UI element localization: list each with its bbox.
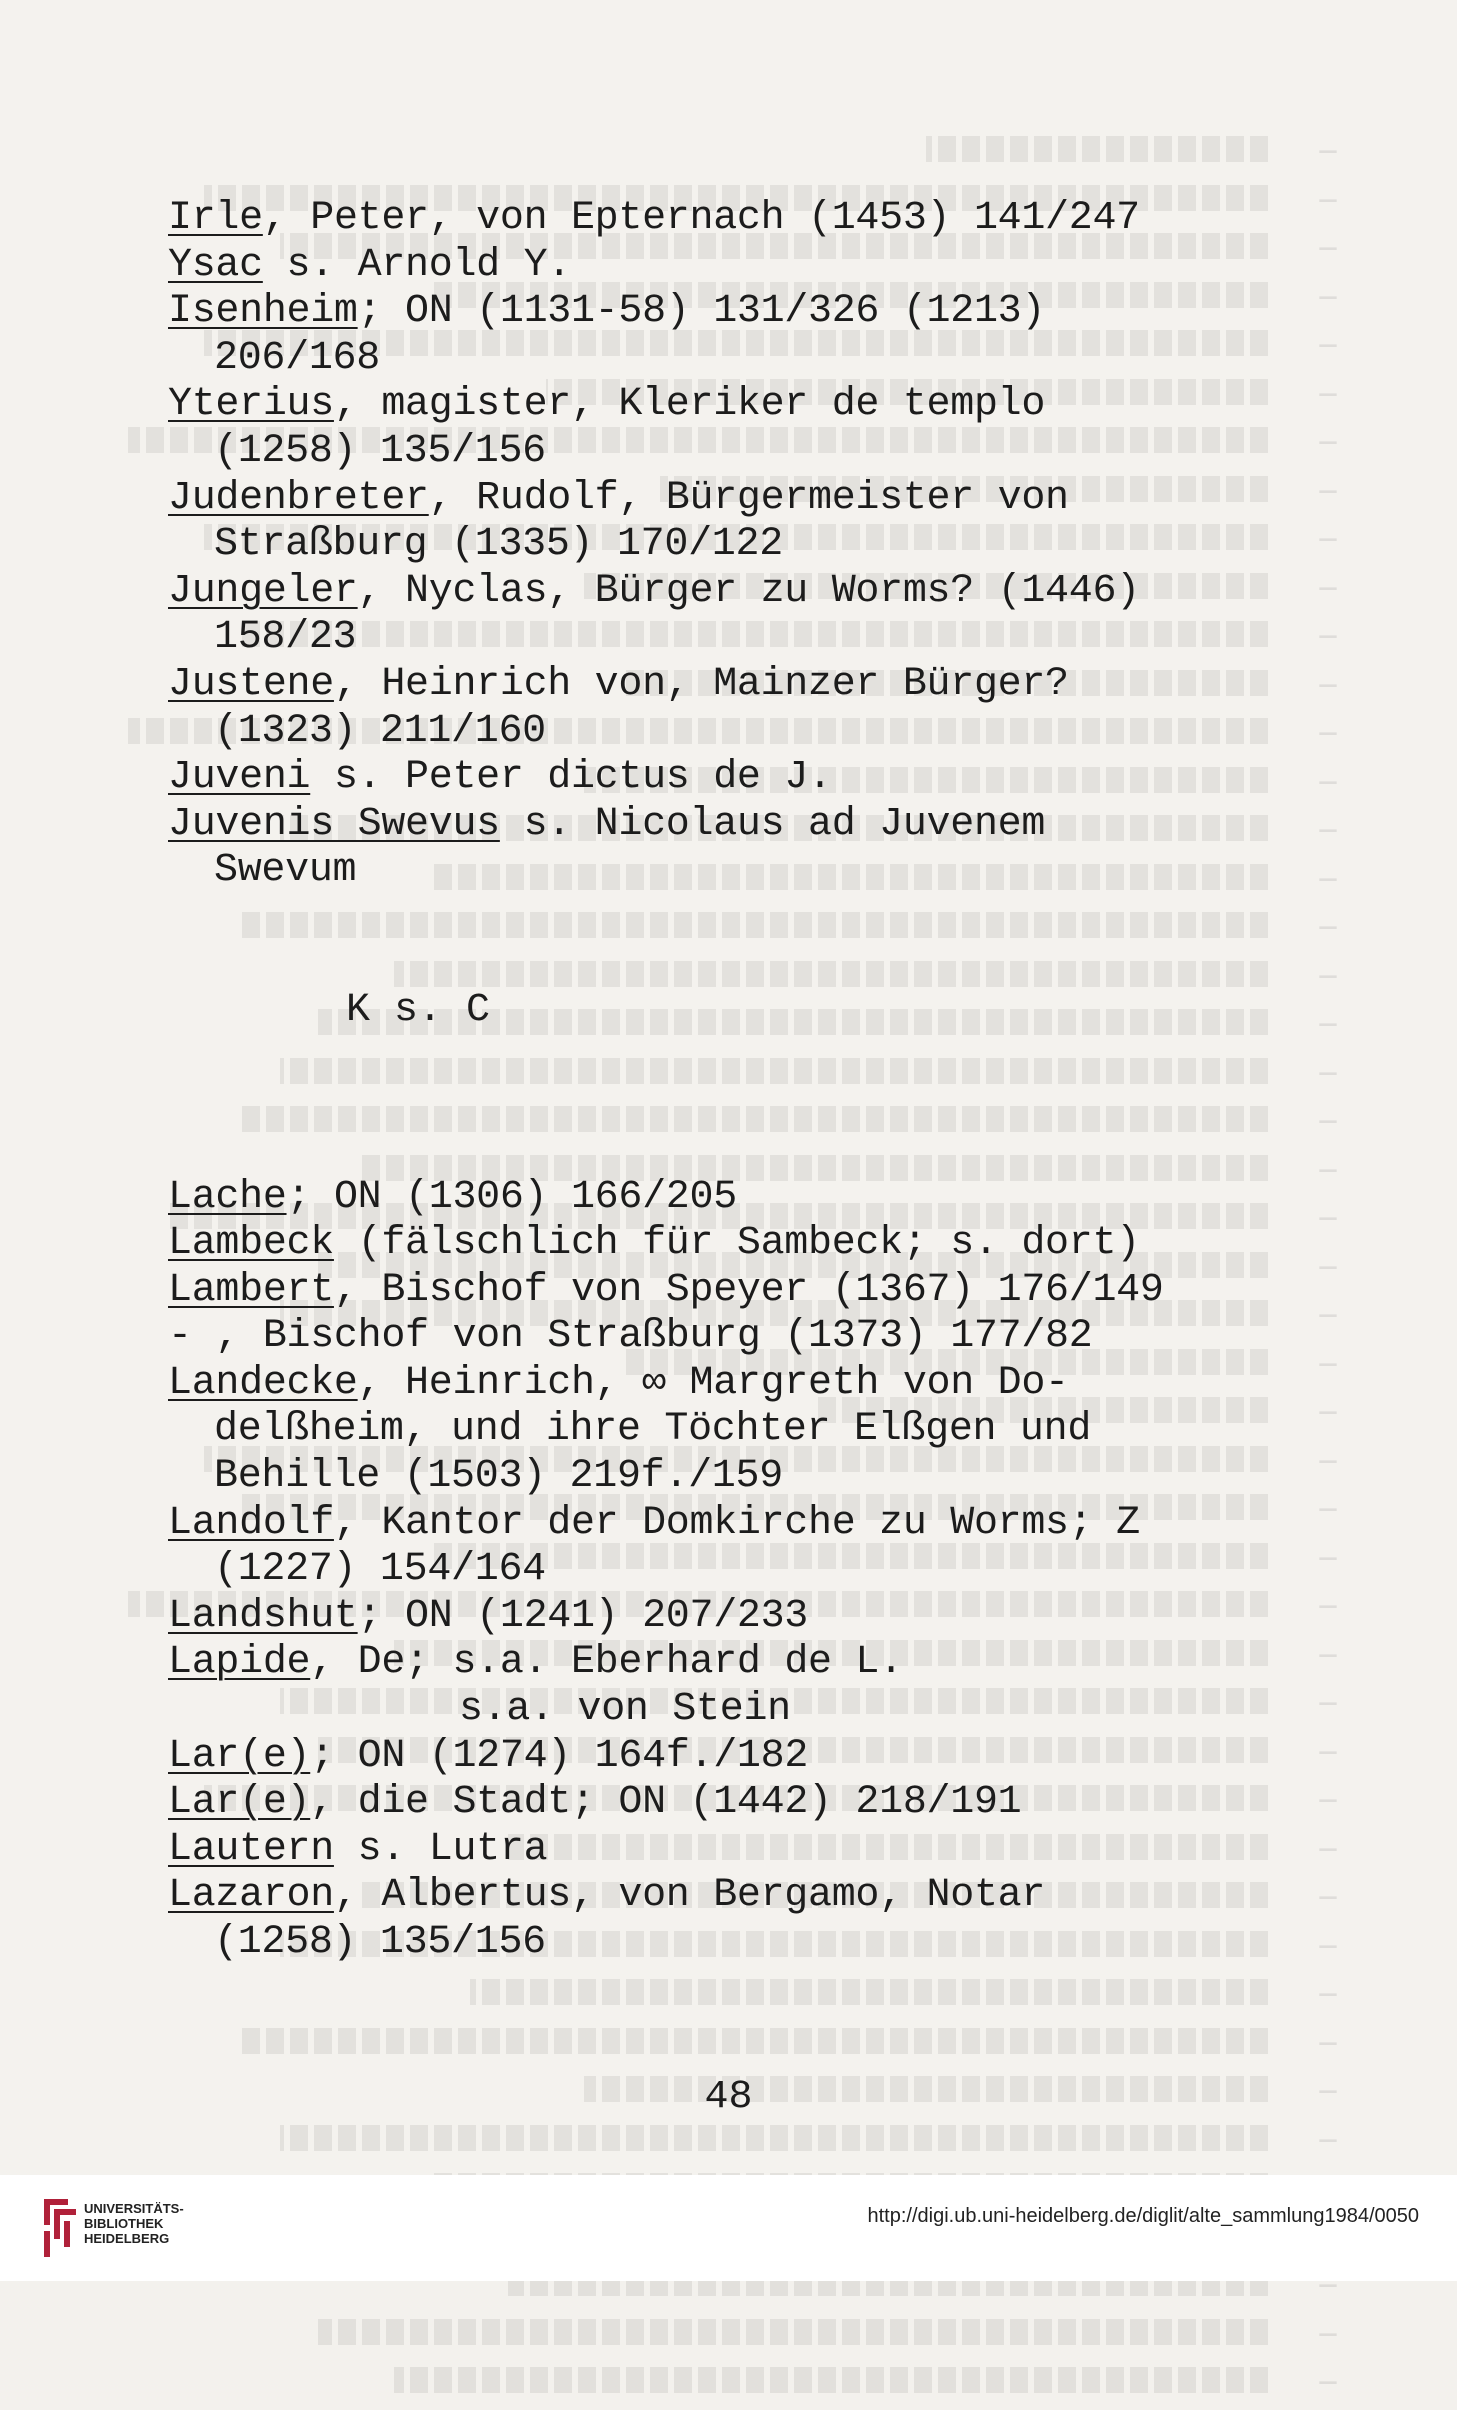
ghost-line: – <box>170 2022 1340 2071</box>
entry-keyword: Justene <box>168 661 334 707</box>
ghost-line: – <box>170 1585 1340 1634</box>
ghost-line: – <box>170 227 1340 276</box>
entry-keyword: Lambeck <box>168 1221 334 1267</box>
section-cross-reference: K s. C <box>346 987 491 1033</box>
index-entry <box>168 662 1288 709</box>
ghost-line: – <box>170 1294 1340 1343</box>
ghost-line: – <box>170 324 1340 373</box>
entry-keyword: Juvenis Swevus <box>168 801 500 847</box>
entry-keyword: Lambert <box>168 1267 334 1313</box>
index-entry <box>168 1268 1288 1315</box>
entry-text: , Rudolf, Bürgermeister von <box>428 475 1069 521</box>
ghost-line: – <box>170 1488 1340 1537</box>
index-entry <box>168 802 1288 849</box>
spacer <box>168 895 1288 988</box>
entry-continuation: (1323) 211/160 <box>214 708 546 754</box>
ghost-line: – <box>170 1634 1340 1683</box>
library-name <box>84 2201 184 2246</box>
ghost-line: – <box>170 1149 1340 1198</box>
entry-text: , Peter, von Epternach (1453) 141/247 <box>262 196 1140 241</box>
register-column <box>168 196 1288 1967</box>
library-line-3: HEIDELBERG <box>84 2231 170 2246</box>
index-entry <box>168 196 1288 243</box>
entry-keyword: Lar(e) <box>168 1780 311 1826</box>
entry-keyword: Jungeler <box>168 568 358 614</box>
index-entry <box>168 1594 1288 1641</box>
ghost-line: – <box>170 2070 1340 2119</box>
index-entry <box>168 1501 1288 1548</box>
entry-text: s. Peter dictus de J. <box>310 755 832 801</box>
entry-text: , Heinrich, ∞ Margreth von Do- <box>357 1360 1069 1406</box>
source-url[interactable]: http://digi.ub.uni-heidelberg.de/diglit/alte_sammlung1984/0050 <box>867 2205 1419 2227</box>
entry-text: s. Nicolaus ad Juvenem <box>499 801 1046 847</box>
entry-keyword: Lautern <box>168 1826 334 1872</box>
entry-text: , Nyclas, Bürger zu Worms? (1446) <box>357 568 1140 614</box>
ghost-line: – <box>170 421 1340 470</box>
index-entry <box>168 289 1288 336</box>
ghost-line: – <box>170 1391 1340 1440</box>
index-entry <box>168 1780 1288 1827</box>
ghost-line: – <box>170 906 1340 955</box>
index-entry <box>168 569 1288 616</box>
library-line-2: BIBLIOTHEK <box>84 2216 164 2231</box>
entry-keyword: Juveni <box>168 755 311 801</box>
entry-text: , Bischof von Speyer (1367) 176/149 <box>333 1267 1164 1313</box>
ghost-line: – <box>170 2264 1340 2313</box>
ghost-line: – <box>170 2361 1340 2410</box>
entry-text: ; ON (1274) 164f./182 <box>310 1733 809 1779</box>
entry-continuation: s.a. von Stein <box>459 1687 791 1733</box>
ghost-bar <box>280 2125 1268 2151</box>
ghost-line: – <box>170 712 1340 761</box>
entry-continuation: Swevum <box>214 848 357 894</box>
entry-continuation: (1227) 154/164 <box>214 1547 546 1593</box>
ghost-line: – <box>170 2313 1340 2362</box>
ghost-line: – <box>170 470 1340 519</box>
ghost-line: – <box>170 1100 1340 1149</box>
ghost-bar <box>242 2028 1268 2054</box>
index-entry <box>168 1640 1288 1687</box>
index-entry <box>168 1873 1288 1920</box>
entry-keyword: Irle <box>168 196 263 241</box>
page-number: 48 <box>704 2075 753 2120</box>
entry-keyword: Lache <box>168 1174 287 1220</box>
ghost-line: – <box>170 1052 1340 1101</box>
index-entry <box>168 1734 1288 1781</box>
entry-text: ; ON (1131-58) 131/326 (1213) <box>357 289 1046 335</box>
ghost-line: – <box>170 664 1340 713</box>
footer-bar <box>0 2175 1457 2281</box>
ghost-line: – <box>170 955 1340 1004</box>
ghost-line: – <box>170 1973 1340 2022</box>
ghost-line: – <box>170 373 1340 422</box>
entry-text: - , Bischof von Straßburg (1373) 177/82 <box>168 1314 1093 1360</box>
index-entry <box>168 382 1288 429</box>
entry-keyword: Isenheim <box>168 289 358 335</box>
ghost-line: – <box>170 1876 1340 1925</box>
entry-keyword: Lapide <box>168 1640 311 1686</box>
ghost-bar <box>318 2319 1268 2345</box>
index-entry <box>168 755 1288 802</box>
ghost-bar <box>394 2367 1268 2393</box>
entry-text: (fälschlich für Sambeck; s. dort) <box>333 1221 1140 1267</box>
ghost-line: – <box>170 1537 1340 1586</box>
ghost-line: – <box>170 858 1340 907</box>
entry-text: , die Stadt; ON (1442) 218/191 <box>310 1780 1022 1826</box>
entry-continuation: 158/23 <box>214 615 357 661</box>
entry-continuation: delßheim, und ihre Töchter Elßgen und <box>214 1407 1092 1453</box>
ghost-line: – <box>170 1682 1340 1731</box>
entry-text: ; ON (1241) 207/233 <box>357 1593 809 1639</box>
ghost-line: – <box>170 809 1340 858</box>
entry-continuation: Straßburg (1335) 170/122 <box>214 522 783 568</box>
entry-keyword: Ysac <box>168 242 263 288</box>
ghost-line: – <box>170 1925 1340 1974</box>
entry-continuation: (1258) 135/156 <box>214 428 546 474</box>
entry-text: , Heinrich von, Mainzer Bürger? <box>333 661 1069 707</box>
entry-text: s. Arnold Y. <box>262 242 571 288</box>
entry-keyword: Landshut <box>168 1593 358 1639</box>
entry-text: , De; s.a. Eberhard de L. <box>310 1640 903 1686</box>
entry-keyword: Lar(e) <box>168 1733 311 1779</box>
index-entry <box>168 243 1288 290</box>
ghost-line: – <box>170 2119 1340 2168</box>
ghost-line: – <box>170 1343 1340 1392</box>
ghost-line: – <box>170 1731 1340 1780</box>
ghost-line: – <box>170 1197 1340 1246</box>
ghost-line: – <box>170 1440 1340 1489</box>
index-entry <box>168 1221 1288 1268</box>
ghost-line: – <box>170 761 1340 810</box>
ghost-bar <box>470 1979 1268 2005</box>
ghost-line: – <box>170 130 1340 179</box>
entry-continuation: (1258) 135/156 <box>214 1920 546 1965</box>
entry-text: , Kantor der Domkirche zu Worms; Z <box>333 1500 1140 1546</box>
library-logo-icon <box>38 2195 80 2261</box>
entry-continuation: 206/168 <box>214 335 380 381</box>
entry-text: s. Lutra <box>333 1826 548 1872</box>
ghost-line: – <box>170 179 1340 228</box>
ghost-line: – <box>170 1779 1340 1828</box>
ghost-line: – <box>170 518 1340 567</box>
index-entry <box>168 476 1288 523</box>
ghost-line: – <box>170 615 1340 664</box>
entry-keyword: Judenbreter <box>168 475 429 521</box>
ghost-line: – <box>170 1828 1340 1877</box>
entry-keyword: Landecke <box>168 1360 358 1406</box>
entry-keyword: Landolf <box>168 1500 334 1546</box>
entry-text: , Albertus, von Bergamo, Notar <box>333 1873 1046 1919</box>
ghost-bar <box>926 136 1268 162</box>
entry-keyword: Lazaron <box>168 1873 334 1919</box>
entry-continuation: Behille (1503) 219f./159 <box>214 1454 783 1500</box>
ghost-line: – <box>170 567 1340 616</box>
entry-text: ; ON (1306) 166/205 <box>286 1174 737 1220</box>
ghost-line: – <box>170 276 1340 325</box>
spacer <box>168 1035 1288 1175</box>
ghost-line: – <box>170 1003 1340 1052</box>
library-line-1: UNIVERSITÄTS- <box>84 2201 184 2216</box>
index-entry <box>168 1361 1288 1408</box>
index-entry <box>168 1827 1288 1874</box>
entry-keyword: Yterius <box>168 382 334 428</box>
index-entry <box>168 1314 1288 1361</box>
ghost-line: – <box>170 1246 1340 1295</box>
entry-text: , magister, Kleriker de templo <box>333 382 1046 428</box>
index-entry <box>168 1175 1288 1222</box>
